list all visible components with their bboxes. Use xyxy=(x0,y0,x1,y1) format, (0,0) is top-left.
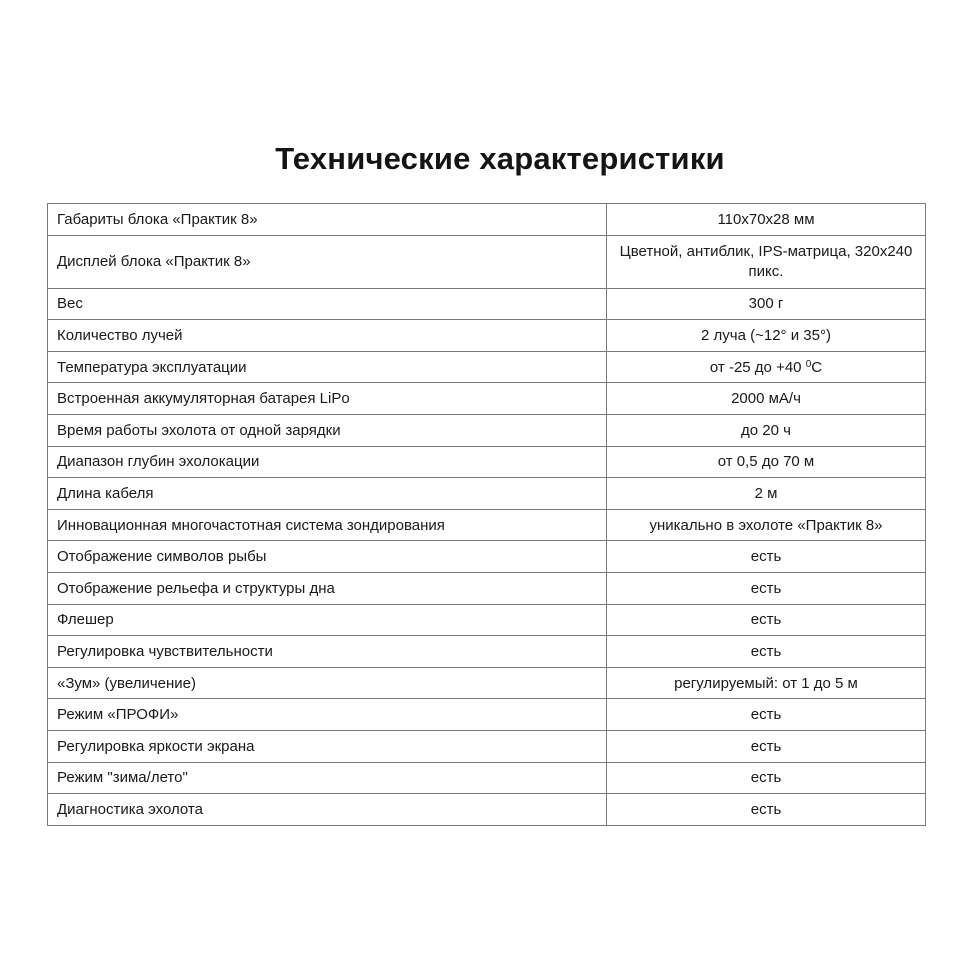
table-row xyxy=(48,351,926,383)
value-depth-range: от 0,5 до 70 м xyxy=(607,446,926,478)
value-temperature xyxy=(607,351,926,383)
param-fish-symbols: Отображение символов рыбы xyxy=(48,541,607,573)
param-winter-summer: Режим "зима/лето" xyxy=(48,762,607,794)
param-diagnostics: Диагностика эхолота xyxy=(48,794,607,826)
table-row xyxy=(48,541,926,573)
param-sounding-system: Инновационная многочастотная система зондирования xyxy=(48,509,607,541)
param-runtime: Время работы эхолота от одной зарядки xyxy=(48,414,607,446)
value-bottom-relief: есть xyxy=(607,572,926,604)
param-weight: Вес xyxy=(48,288,607,320)
param-depth-range: Диапазон глубин эхолокации xyxy=(48,446,607,478)
param-display: Дисплей блока «Практик 8» xyxy=(48,235,607,288)
param-brightness: Регулировка яркости экрана xyxy=(48,730,607,762)
table-row xyxy=(48,414,926,446)
value-beams: 2 луча (~12° и 35°) xyxy=(607,320,926,352)
param-flasher: Флешер xyxy=(48,604,607,636)
value-winter-summer: есть xyxy=(607,762,926,794)
param-cable-length: Длина кабеля xyxy=(48,478,607,510)
value-temperature-unit: С xyxy=(811,358,823,376)
param-dimensions: Габариты блока «Практик 8» xyxy=(48,204,607,236)
table-row xyxy=(48,235,926,288)
table-row xyxy=(48,320,926,352)
table-row xyxy=(48,762,926,794)
value-sounding-system: уникально в эхолоте «Практик 8» xyxy=(607,509,926,541)
value-runtime: до 20 ч xyxy=(607,414,926,446)
table-row xyxy=(48,383,926,415)
value-temperature-degree: 0 xyxy=(805,358,812,370)
param-pro-mode: Режим «ПРОФИ» xyxy=(48,699,607,731)
param-temperature: Температура эксплуатации xyxy=(48,351,607,383)
value-zoom: регулируемый: от 1 до 5 м xyxy=(607,667,926,699)
table-row xyxy=(48,730,926,762)
value-brightness: есть xyxy=(607,730,926,762)
table-row xyxy=(48,478,926,510)
param-battery: Встроенная аккумуляторная батарея LiPo xyxy=(48,383,607,415)
table-row xyxy=(48,604,926,636)
value-cable-length: 2 м xyxy=(607,478,926,510)
value-pro-mode: есть xyxy=(607,699,926,731)
table-row xyxy=(48,204,926,236)
value-dimensions: 110х70х28 мм xyxy=(607,204,926,236)
table-row xyxy=(48,794,926,826)
page-title: Технические характеристики xyxy=(275,141,725,176)
table-row xyxy=(48,572,926,604)
value-battery: 2000 мА/ч xyxy=(607,383,926,415)
table-row xyxy=(48,509,926,541)
table-row xyxy=(48,446,926,478)
param-sensitivity: Регулировка чувствительности xyxy=(48,636,607,668)
value-display: Цветной, антиблик, IPS-матрица, 320х240 пикс. xyxy=(607,235,926,288)
specs-table xyxy=(47,203,926,826)
value-flasher: есть xyxy=(607,604,926,636)
param-beams: Количество лучей xyxy=(48,320,607,352)
value-weight: 300 г xyxy=(607,288,926,320)
value-fish-symbols: есть xyxy=(607,541,926,573)
table-row xyxy=(48,667,926,699)
table-row xyxy=(48,288,926,320)
value-sensitivity: есть xyxy=(607,636,926,668)
table-row xyxy=(48,699,926,731)
value-diagnostics: есть xyxy=(607,794,926,826)
param-bottom-relief: Отображение рельефа и структуры дна xyxy=(48,572,607,604)
value-temperature-range: от -25 до +40 xyxy=(709,358,806,376)
param-zoom: «Зум» (увеличение) xyxy=(48,667,607,699)
table-row xyxy=(48,636,926,668)
